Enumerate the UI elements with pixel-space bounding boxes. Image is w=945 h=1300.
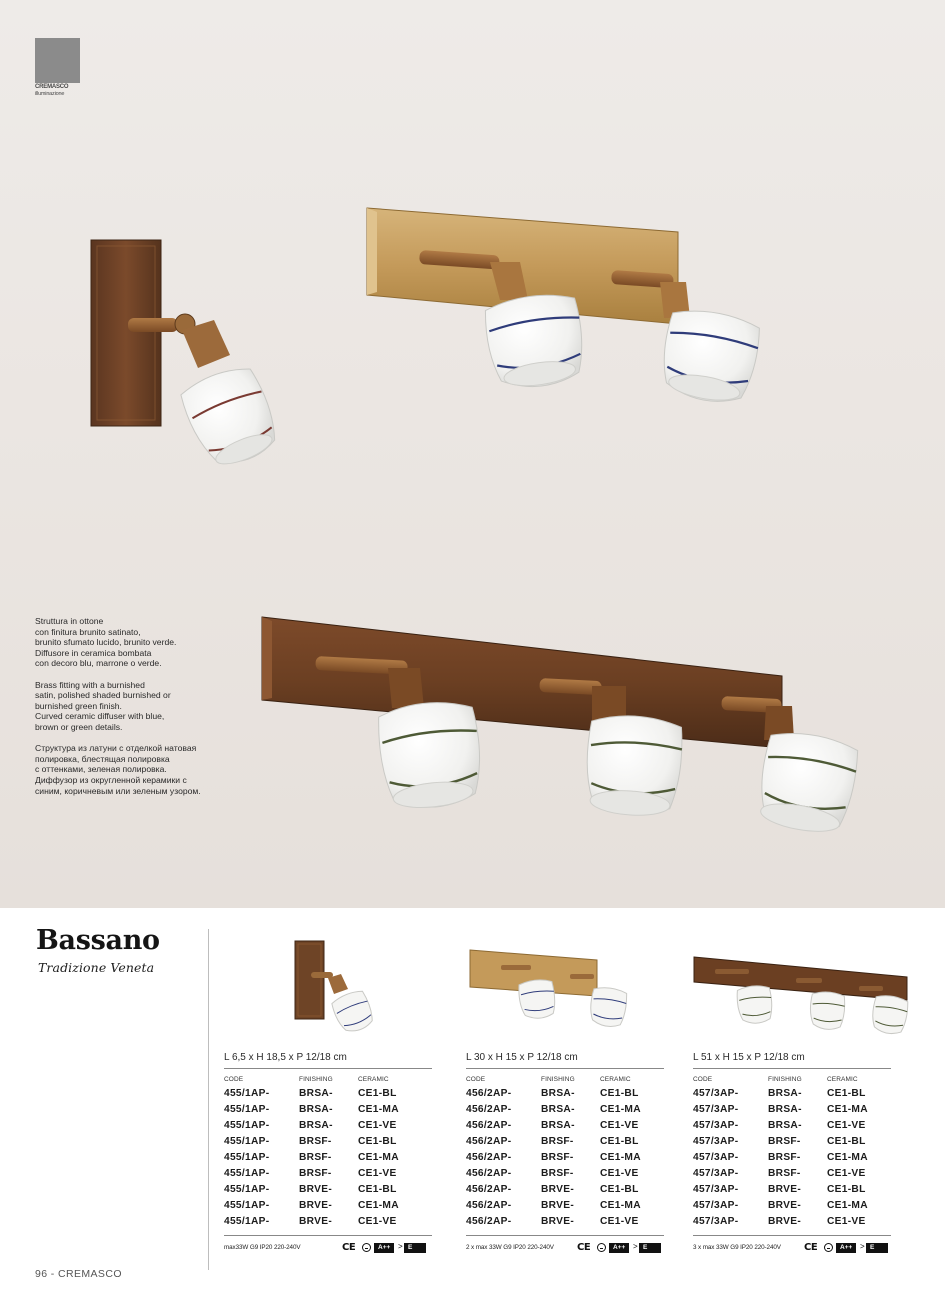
table-rule bbox=[466, 1235, 664, 1236]
header-finishing: FINISHING bbox=[299, 1076, 333, 1083]
hero-lamp-double bbox=[367, 208, 763, 408]
collection-tagline: Tradizione Veneta bbox=[38, 960, 155, 975]
cell-code: 457/3AP- bbox=[693, 1168, 739, 1179]
cell-ceramic: CE1-VE bbox=[600, 1168, 639, 1179]
cell-finishing: BRVE- bbox=[541, 1216, 575, 1227]
cell-code: 455/1AP- bbox=[224, 1168, 270, 1179]
cell-code: 455/1AP- bbox=[224, 1104, 270, 1115]
ground-icon bbox=[597, 1243, 606, 1252]
cell-code: 455/1AP- bbox=[224, 1152, 270, 1163]
cell-finishing: BRSF- bbox=[768, 1152, 801, 1163]
cell-code: 457/3AP- bbox=[693, 1152, 739, 1163]
collection-title: Bassano bbox=[36, 925, 160, 956]
cell-code: 457/3AP- bbox=[693, 1200, 739, 1211]
cell-code: 456/2AP- bbox=[466, 1136, 512, 1147]
cell-finishing: BRSA- bbox=[768, 1104, 802, 1115]
cell-code: 455/1AP- bbox=[224, 1200, 270, 1211]
cell-finishing: BRSF- bbox=[541, 1136, 574, 1147]
ground-icon bbox=[824, 1243, 833, 1252]
thumb-lamp-triple bbox=[693, 908, 923, 1048]
cell-ceramic: CE1-MA bbox=[827, 1152, 868, 1163]
cell-code: 455/1AP- bbox=[224, 1120, 270, 1131]
cell-code: 457/3AP- bbox=[693, 1136, 739, 1147]
cell-finishing: BRSA- bbox=[299, 1104, 333, 1115]
cell-code: 455/1AP- bbox=[224, 1136, 270, 1147]
thumb-lamp-single bbox=[224, 908, 424, 1048]
cell-ceramic: CE1-BL bbox=[827, 1088, 866, 1099]
cell-code: 456/2AP- bbox=[466, 1104, 512, 1115]
cell-ceramic: CE1-VE bbox=[827, 1216, 866, 1227]
table-rule bbox=[224, 1068, 432, 1069]
cell-ceramic: CE1-BL bbox=[600, 1184, 639, 1195]
brand-logo-subtitle: illuminazione bbox=[35, 91, 65, 97]
cell-finishing: BRVE- bbox=[768, 1216, 802, 1227]
cell-ceramic: CE1-VE bbox=[827, 1168, 866, 1179]
cell-finishing: BRSA- bbox=[541, 1104, 575, 1115]
header-code: CODE bbox=[224, 1076, 244, 1083]
table-rule bbox=[693, 1235, 891, 1236]
cell-ceramic: CE1-BL bbox=[827, 1184, 866, 1195]
header-code: CODE bbox=[693, 1076, 713, 1083]
product-column-456 bbox=[466, 908, 666, 1300]
brand-logo-name: CREMASCO bbox=[35, 84, 69, 90]
cell-code: 457/3AP- bbox=[693, 1184, 739, 1195]
section-divider bbox=[208, 929, 209, 1270]
cell-finishing: BRSA- bbox=[299, 1088, 333, 1099]
cell-finishing: BRVE- bbox=[768, 1184, 802, 1195]
table-rule bbox=[693, 1068, 891, 1069]
energy-class-badge: A++ bbox=[374, 1243, 394, 1253]
energy-min-badge: E bbox=[866, 1243, 888, 1253]
cell-finishing: BRVE- bbox=[768, 1200, 802, 1211]
cell-ceramic: CE1-MA bbox=[600, 1152, 641, 1163]
cell-ceramic: CE1-VE bbox=[600, 1216, 639, 1227]
header-ceramic: CERAMIC bbox=[827, 1076, 858, 1083]
cell-code: 456/2AP- bbox=[466, 1120, 512, 1131]
cell-code: 456/2AP- bbox=[466, 1168, 512, 1179]
cell-code: 455/1AP- bbox=[224, 1216, 270, 1227]
cell-finishing: BRSF- bbox=[299, 1168, 332, 1179]
cell-ceramic: CE1-MA bbox=[600, 1104, 641, 1115]
cell-finishing: BRSF- bbox=[541, 1168, 574, 1179]
cell-finishing: BRSF- bbox=[768, 1136, 801, 1147]
cell-code: 457/3AP- bbox=[693, 1216, 739, 1227]
description-russian: Структура из латуни с отделкой натовая полировка, блестящая полировка с оттенками, зеленая полировка. Диффузор из округленной керамики с синим, коричневым или зеленым узором. bbox=[35, 743, 201, 796]
energy-min-badge: E bbox=[404, 1243, 426, 1253]
cell-finishing: BRSA- bbox=[541, 1120, 575, 1131]
header-finishing: FINISHING bbox=[768, 1076, 802, 1083]
product-column-457 bbox=[693, 908, 893, 1300]
cell-code: 455/1AP- bbox=[224, 1088, 270, 1099]
cell-ceramic: CE1-BL bbox=[358, 1088, 397, 1099]
table-rule bbox=[224, 1235, 432, 1236]
energy-arrow: > bbox=[860, 1242, 865, 1251]
cell-finishing: BRVE- bbox=[541, 1200, 575, 1211]
cell-finishing: BRVE- bbox=[299, 1184, 333, 1195]
cell-code: 456/2AP- bbox=[466, 1200, 512, 1211]
cell-ceramic: CE1-VE bbox=[827, 1120, 866, 1131]
ce-mark-icon: CE bbox=[577, 1242, 591, 1253]
table-rule bbox=[466, 1068, 664, 1069]
header-code: CODE bbox=[466, 1076, 486, 1083]
cell-finishing: BRSA- bbox=[541, 1088, 575, 1099]
cell-ceramic: CE1-MA bbox=[600, 1200, 641, 1211]
cell-finishing: BRSF- bbox=[541, 1152, 574, 1163]
dimensions-457: L 51 x H 15 x P 12/18 cm bbox=[693, 1052, 805, 1063]
spec-text: max33W G9 IP20 220-240V bbox=[224, 1244, 301, 1251]
cell-finishing: BRSF- bbox=[299, 1136, 332, 1147]
cell-ceramic: CE1-VE bbox=[358, 1120, 397, 1131]
dimensions-455: L 6,5 x H 18,5 x P 12/18 cm bbox=[224, 1052, 347, 1063]
cell-ceramic: CE1-BL bbox=[600, 1088, 639, 1099]
cell-ceramic: CE1-MA bbox=[827, 1104, 868, 1115]
energy-arrow: > bbox=[398, 1242, 403, 1251]
cell-ceramic: CE1-VE bbox=[600, 1120, 639, 1131]
description-english: Brass fitting with a burnished satin, polished shaded burnished or burnished green finish. Curved ceramic diffuser with blue, brown or green details. bbox=[35, 679, 171, 732]
cell-code: 455/1AP- bbox=[224, 1184, 270, 1195]
cell-ceramic: CE1-BL bbox=[358, 1184, 397, 1195]
cell-finishing: BRSF- bbox=[299, 1152, 332, 1163]
cell-code: 456/2AP- bbox=[466, 1088, 512, 1099]
ce-mark-icon: CE bbox=[804, 1242, 818, 1253]
cell-finishing: BRSA- bbox=[299, 1120, 333, 1131]
cell-ceramic: CE1-VE bbox=[358, 1168, 397, 1179]
header-finishing: FINISHING bbox=[541, 1076, 575, 1083]
dimensions-456: L 30 x H 15 x P 12/18 cm bbox=[466, 1052, 578, 1063]
cell-ceramic: CE1-VE bbox=[358, 1216, 397, 1227]
cell-ceramic: CE1-BL bbox=[600, 1136, 639, 1147]
thumb-lamp-double bbox=[466, 908, 666, 1048]
cell-code: 457/3AP- bbox=[693, 1120, 739, 1131]
spec-text: 3 x max 33W G9 IP20 220-240V bbox=[693, 1244, 781, 1251]
ground-icon bbox=[362, 1243, 371, 1252]
hero-lamp-single bbox=[91, 240, 284, 474]
description-italian: Struttura in ottone con finitura brunito satinato, brunito sfumato lucido, brunito verde. Diffusore in ceramica bombata con decoro blu, marrone o verde. bbox=[35, 616, 177, 669]
cell-finishing: BRVE- bbox=[299, 1200, 333, 1211]
cell-ceramic: CE1-MA bbox=[358, 1152, 399, 1163]
cell-finishing: BRVE- bbox=[541, 1184, 575, 1195]
page-footer: 96 - CREMASCO bbox=[35, 1268, 122, 1280]
cell-finishing: BRSA- bbox=[768, 1120, 802, 1131]
cell-ceramic: CE1-MA bbox=[358, 1104, 399, 1115]
cell-ceramic: CE1-BL bbox=[827, 1136, 866, 1147]
cell-finishing: BRSF- bbox=[768, 1168, 801, 1179]
ce-mark-icon: CE bbox=[342, 1242, 356, 1253]
energy-class-badge: A++ bbox=[836, 1243, 856, 1253]
energy-class-badge: A++ bbox=[609, 1243, 629, 1253]
cell-code: 457/3AP- bbox=[693, 1104, 739, 1115]
spec-text: 2 x max 33W G9 IP20 220-240V bbox=[466, 1244, 554, 1251]
cell-finishing: BRVE- bbox=[299, 1216, 333, 1227]
cell-finishing: BRSA- bbox=[768, 1088, 802, 1099]
product-column-455 bbox=[224, 908, 424, 1300]
hero-lamp-triple bbox=[262, 617, 861, 838]
energy-min-badge: E bbox=[639, 1243, 661, 1253]
cell-code: 456/2AP- bbox=[466, 1152, 512, 1163]
energy-arrow: > bbox=[633, 1242, 638, 1251]
cell-code: 457/3AP- bbox=[693, 1088, 739, 1099]
catalog-section bbox=[0, 908, 945, 1300]
cell-code: 456/2AP- bbox=[466, 1184, 512, 1195]
header-ceramic: CERAMIC bbox=[358, 1076, 389, 1083]
cell-ceramic: CE1-MA bbox=[358, 1200, 399, 1211]
cell-code: 456/2AP- bbox=[466, 1216, 512, 1227]
product-description bbox=[35, 616, 235, 807]
cell-ceramic: CE1-BL bbox=[358, 1136, 397, 1147]
cell-ceramic: CE1-MA bbox=[827, 1200, 868, 1211]
header-ceramic: CERAMIC bbox=[600, 1076, 631, 1083]
